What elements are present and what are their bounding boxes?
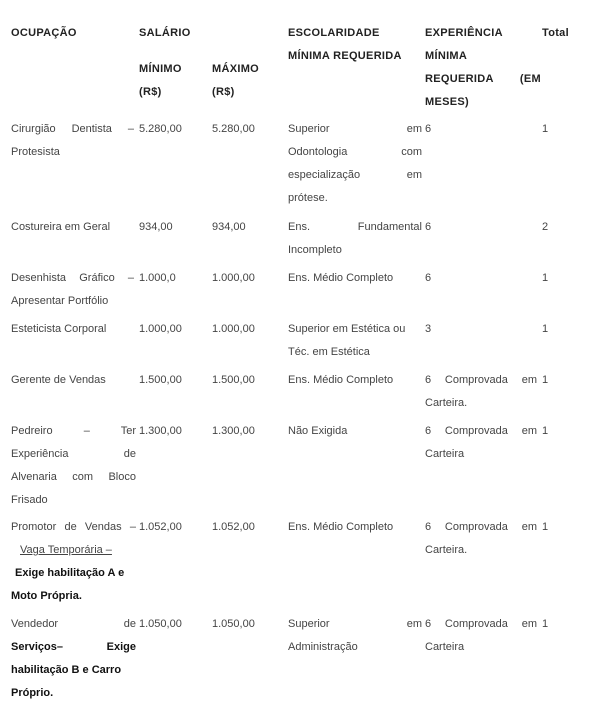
header-maximo-unit: (R$) [212, 86, 235, 98]
escolaridade-cell [288, 516, 422, 539]
ocupacao-line: Costureira em Geral [11, 221, 111, 233]
table-row [0, 516, 600, 611]
escolaridade-cell [288, 267, 422, 290]
ocupacao-line: Frisado [11, 494, 48, 506]
table-row [0, 420, 600, 515]
escolaridade-line: Administração [288, 641, 358, 653]
ocupacao-line: Protesista [11, 146, 60, 158]
ocupacao-cell [11, 216, 134, 239]
experiencia-line: 6 Comprovada em [425, 521, 537, 533]
header-escolaridade-line-2: MÍNIMA REQUERIDA [288, 50, 402, 62]
salario-maximo-cell: 934,00 [212, 221, 246, 233]
total-cell: 1 [542, 521, 549, 533]
total-cell: 1 [542, 123, 549, 135]
experiencia-line: 6 Comprovada em [425, 425, 537, 437]
salario-maximo-cell: 1.500,00 [212, 374, 255, 386]
ocupacao-cell [11, 318, 134, 341]
escolaridade-cell [288, 420, 422, 443]
header-minimo-unit: (R$) [139, 86, 162, 98]
header-maximo: MÁXIMO [212, 63, 260, 75]
table-row [0, 267, 600, 315]
ocupacao-line [11, 539, 136, 562]
table-row [0, 216, 600, 264]
ocupacao-line: habilitação B e Carro [11, 664, 122, 676]
escolaridade-line: Ens. Médio Completo [288, 374, 394, 386]
escolaridade-line: Superior em Estética ou [288, 323, 406, 335]
experiencia-cell: 6 [425, 272, 432, 284]
salario-maximo-cell: 1.000,00 [212, 323, 255, 335]
escolaridade-line: Ens. Médio Completo [288, 521, 394, 533]
table-row [0, 613, 600, 708]
ocupacao-line: Experiência de [11, 448, 136, 460]
total-cell: 1 [542, 323, 549, 335]
salario-maximo-cell: 5.280,00 [212, 123, 255, 135]
salario-minimo-cell: 1.052,00 [139, 521, 182, 533]
escolaridade-cell [288, 118, 422, 210]
header-escolaridade-line-1: ESCOLARIDADE [288, 27, 380, 39]
escolaridade-line: Odontologia com [288, 146, 422, 158]
ocupacao-cell [11, 369, 134, 392]
escolaridade-line: Incompleto [288, 244, 342, 256]
ocupacao-cell [11, 516, 136, 608]
ocupacao-line: Cirurgião Dentista – [11, 123, 134, 135]
escolaridade-cell [288, 216, 422, 262]
experiencia-cell [425, 369, 537, 415]
escolaridade-line: Ens. Fundamental [288, 221, 422, 233]
ocupacao-vaga-temporaria: Vaga Temporária – [20, 544, 112, 556]
escolaridade-line: Téc. em Estética [288, 346, 370, 358]
salario-maximo-cell: 1.000,00 [212, 272, 255, 284]
ocupacao-cell [11, 420, 136, 512]
escolaridade-line: especialização em [288, 169, 422, 181]
ocupacao-line: Vendedor de [11, 618, 136, 630]
experiencia-cell [425, 613, 537, 659]
experiencia-cell [425, 516, 537, 562]
header-experiencia-line-1: EXPERIÊNCIA [425, 27, 503, 39]
escolaridade-line: Ens. Médio Completo [288, 272, 394, 284]
salario-minimo-cell: 1.000,00 [139, 323, 182, 335]
header-escolaridade [288, 22, 420, 68]
ocupacao-line: Gerente de Vendas [11, 374, 106, 386]
ocupacao-line: Alvenaria com Bloco [11, 471, 136, 483]
escolaridade-cell [288, 318, 422, 364]
salario-minimo-cell: 1.000,0 [139, 272, 176, 284]
experiencia-line: Carteira. [425, 397, 468, 409]
experiencia-line: 6 Comprovada em [425, 618, 537, 630]
escolaridade-cell [288, 369, 422, 392]
escolaridade-cell [288, 613, 422, 659]
experiencia-line: Carteira. [425, 544, 468, 556]
ocupacao-cell [11, 613, 136, 705]
header-minimo: MÍNIMO [139, 63, 182, 75]
total-cell: 2 [542, 221, 549, 233]
table-row [0, 118, 600, 213]
experiencia-cell: 3 [425, 323, 432, 335]
ocupacao-cell [11, 118, 134, 164]
table-row [0, 369, 600, 417]
ocupacao-line: Próprio. [11, 687, 54, 699]
salario-minimo-cell: 5.280,00 [139, 123, 182, 135]
header-experiencia [425, 22, 541, 114]
ocupacao-line: Pedreiro – Ter [11, 425, 136, 437]
total-cell: 1 [542, 425, 549, 437]
ocupacao-line: Apresentar Portfólio [11, 295, 109, 307]
salario-minimo-cell: 1.500,00 [139, 374, 182, 386]
ocupacao-line: Esteticista Corporal [11, 323, 107, 335]
escolaridade-line: Superior em [288, 618, 422, 630]
header-salario: SALÁRIO [139, 27, 191, 39]
salario-maximo-cell: 1.050,00 [212, 618, 255, 630]
header-experiencia-line-2: MÍNIMA [425, 50, 468, 62]
experiencia-line: Carteira [425, 641, 465, 653]
salario-minimo-cell: 934,00 [139, 221, 173, 233]
header-ocupacao: OCUPAÇÃO [11, 27, 77, 39]
total-cell: 1 [542, 374, 549, 386]
total-cell: 1 [542, 618, 549, 630]
experiencia-cell: 6 [425, 123, 432, 135]
salario-minimo-cell: 1.300,00 [139, 425, 182, 437]
table-row [0, 318, 600, 366]
experiencia-line: Carteira [425, 448, 465, 460]
experiencia-line: 6 Comprovada em [425, 374, 537, 386]
header-total: Total [542, 27, 569, 39]
ocupacao-line: Promotor de Vendas – [11, 521, 136, 533]
escolaridade-line: prótese. [288, 192, 328, 204]
salario-maximo-cell: 1.052,00 [212, 521, 255, 533]
ocupacao-line: Moto Própria. [11, 590, 82, 602]
salario-minimo-cell: 1.050,00 [139, 618, 182, 630]
header-experiencia-line-4: MESES) [425, 96, 469, 108]
total-cell: 1 [542, 272, 549, 284]
escolaridade-line: Superior em [288, 123, 422, 135]
salario-maximo-cell: 1.300,00 [212, 425, 255, 437]
ocupacao-line: Serviços– Exige [11, 641, 136, 653]
experiencia-cell: 6 [425, 221, 432, 233]
ocupacao-line: Exige habilitação A e [15, 567, 125, 579]
escolaridade-line: Não Exigida [288, 425, 348, 437]
header-experiencia-line-3: REQUERIDA (EM [425, 73, 541, 85]
experiencia-cell [425, 420, 537, 466]
ocupacao-cell [11, 267, 134, 313]
ocupacao-line: Desenhista Gráfico – [11, 272, 134, 284]
